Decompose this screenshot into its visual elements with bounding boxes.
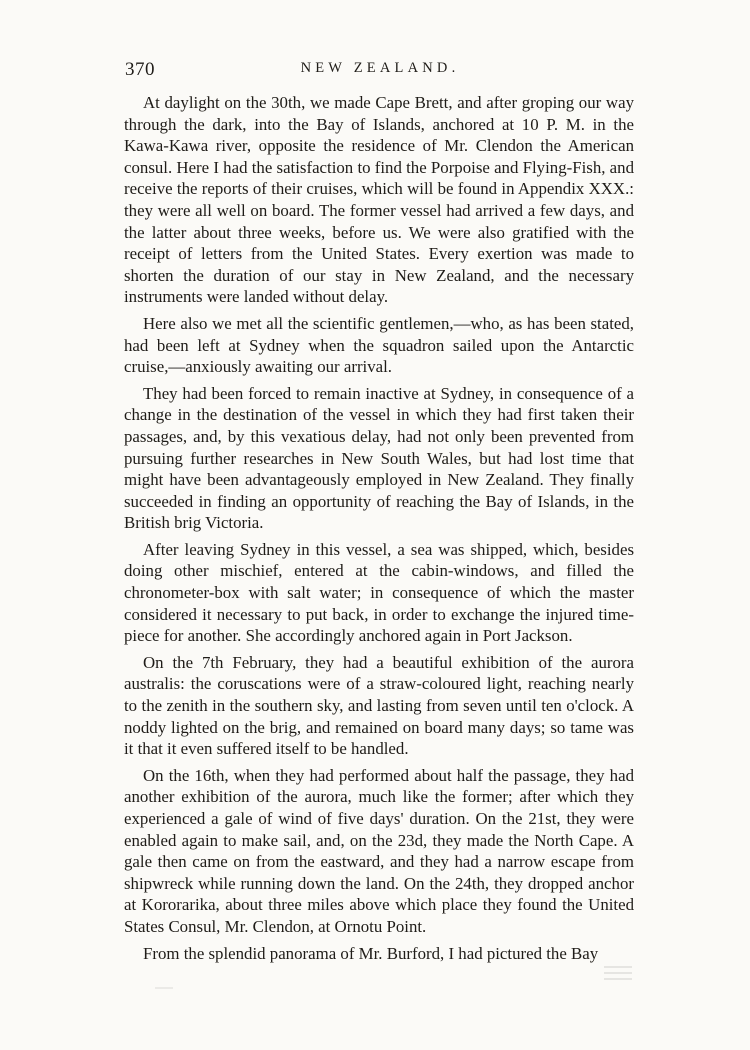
paragraph: At daylight on the 30th, we made Cape Brett, and after groping our way through the dark, into the Bay of Islands, anchored at 10 P. M. in the Kawa-Kawa river, opposite the residence of Mr. Clendon the American consul. Here I had the satisfaction to find the Porpoise and Flying-Fish, and receive the reports of their cruises, which will be found in Appendix XXX.: they were all well on board. The former vessel had arrived a few days, and the latter about three weeks, before us. We were also gratified with the receipt of letters from the United States. Every exertion was made to shorten the duration of our stay in New Zealand, and the necessary instruments were landed without delay.	[124, 93, 634, 307]
paragraph: From the splendid panorama of Mr. Burford, I had pictured the Bay	[143, 943, 599, 963]
paragraph: Here also we met all the scientific gentlemen,—who, as has been stated, had been left at Sydney when the squadron sailed upon the Antarctic cruise,—anxiously awaiting our arrival.	[124, 313, 634, 377]
show-through-smudge	[604, 966, 632, 994]
page-number: 370	[125, 59, 155, 80]
paragraph: On the 16th, when they had performed about half the passage, they had another exhibition of the aurora, much like the former; after which they experienced a gale of wind of five days' duration. On the 21st, they were enabled again to make sail, and, on the 23d, they made the North Cape. A gale then came on from the eastward, and they had a narrow escape from shipwreck while running down the land. On the 24th, they dropped anchor at Kororarika, about three miles above which place they found the United States Consul, Mr. Clendon, at Ornotu Point.	[124, 765, 634, 936]
show-through-mark	[155, 987, 173, 997]
paragraph: They had been forced to remain inactive at Sydney, in consequence of a change in the destination of the vessel in which they had first taken their passages, and, by this vexatious delay, had not only been prevented from pursuing further researches in New South Wales, but had lost time that might have been advantageously employed in New Zealand. They finally succeeded in finding an opportunity of reaching the Bay of Islands, in the British brig Victoria.	[124, 383, 634, 533]
body-text	[124, 92, 634, 969]
paragraph: After leaving Sydney in this vessel, a sea was shipped, which, besides doing other mischief, entered at the cabin-windows, and filled the chronometer-box with salt water; in consequence of which the master considered it necessary to put back, in order to exchange the injured time-piece for another. She accordingly anchored again in Port Jackson.	[124, 539, 634, 646]
running-head: NEW ZEALAND.	[300, 60, 460, 76]
paragraph: On the 7th February, they had a beautiful exhibition of the aurora australis: the coruscations were of a straw-coloured light, reaching nearly to the zenith in the southern sky, and lasting from seven until ten o'clock. A noddy lighted on the brig, and remained on board many days; so tame was it that it even suffered itself to be handled.	[124, 652, 634, 759]
